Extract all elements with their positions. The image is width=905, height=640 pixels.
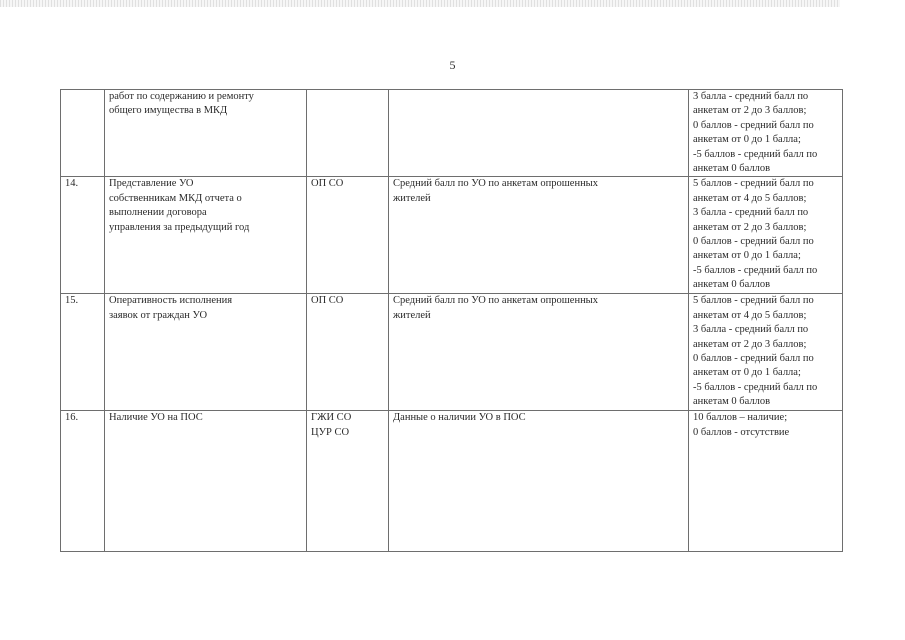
scoring-line: 5 баллов - средний балл по bbox=[693, 295, 814, 307]
scoring-line: анкетам 0 баллов bbox=[693, 396, 771, 408]
scoring-line: 10 баллов – наличие; bbox=[693, 412, 788, 424]
scoring-line: анкетам от 2 до 3 баллов; bbox=[693, 105, 807, 117]
scoring-line: 0 баллов - средний балл по bbox=[693, 353, 814, 365]
table-row bbox=[61, 411, 843, 552]
row-number: 16. bbox=[61, 411, 105, 552]
criterion-name-line: управления за предыдущий год bbox=[109, 221, 250, 233]
table-row bbox=[61, 90, 843, 177]
criterion-description bbox=[389, 90, 689, 177]
description-line: Данные о наличии УО в ПОС bbox=[393, 412, 526, 424]
scoring-line: 0 баллов - средний балл по bbox=[693, 119, 814, 131]
row-number: 15. bbox=[61, 294, 105, 411]
table-row bbox=[61, 177, 843, 294]
data-source bbox=[307, 411, 389, 552]
criterion-name-line: Оперативность исполнения bbox=[109, 295, 233, 307]
criterion-name-line: заявок от граждан УО bbox=[109, 309, 208, 321]
data-source-line: ОП СО bbox=[311, 295, 344, 307]
table-row bbox=[61, 294, 843, 411]
criterion-name-line: собственникам МКД отчета о bbox=[109, 192, 242, 204]
scoring-line: анкетам от 0 до 1 балла; bbox=[693, 250, 801, 262]
data-source bbox=[307, 177, 389, 294]
scoring-line: анкетам от 4 до 5 баллов; bbox=[693, 192, 807, 204]
row-number bbox=[61, 90, 105, 177]
scoring-rules bbox=[689, 177, 843, 294]
criterion-name-line: работ по содержанию и ремонту bbox=[109, 91, 254, 102]
criterion-name bbox=[105, 177, 307, 294]
scoring-line: 5 баллов - средний балл по bbox=[693, 178, 814, 190]
scoring-line: анкетам от 4 до 5 баллов; bbox=[693, 309, 807, 321]
scoring-line: 3 балла - средний балл по bbox=[693, 91, 809, 102]
criterion-name bbox=[105, 294, 307, 411]
data-source-line: ОП СО bbox=[311, 178, 344, 190]
scan-top-edge bbox=[0, 0, 840, 7]
scoring-line: анкетам от 2 до 3 баллов; bbox=[693, 338, 807, 350]
description-line: Средний балл по УО по анкетам опрошенных bbox=[393, 178, 598, 190]
scoring-line: анкетам от 0 до 1 балла; bbox=[693, 134, 801, 146]
scoring-line: -5 баллов - средний балл по bbox=[693, 381, 818, 393]
scoring-line: -5 баллов - средний балл по bbox=[693, 264, 818, 276]
scoring-rules bbox=[689, 411, 843, 552]
criterion-name-line: Наличие УО на ПОС bbox=[109, 412, 203, 424]
data-source bbox=[307, 90, 389, 177]
page-number: 5 bbox=[449, 58, 456, 72]
description-line: жителей bbox=[393, 309, 431, 321]
criterion-name-line: Представление УО bbox=[109, 178, 194, 190]
scoring-line: -5 баллов - средний балл по bbox=[693, 148, 818, 160]
criterion-name bbox=[105, 90, 307, 177]
criterion-name-line: выполнении договора bbox=[109, 207, 207, 219]
scoring-rules bbox=[689, 90, 843, 177]
scoring-line: 3 балла - средний балл по bbox=[693, 324, 809, 336]
criterion-description bbox=[389, 177, 689, 294]
data-source-line: ЦУР СО bbox=[311, 426, 350, 438]
scoring-line: анкетам 0 баллов bbox=[693, 163, 771, 175]
criterion-description bbox=[389, 411, 689, 552]
description-line: жителей bbox=[393, 192, 431, 204]
criteria-table bbox=[60, 89, 843, 552]
scoring-line: 3 балла - средний балл по bbox=[693, 207, 809, 219]
scoring-line: анкетам от 0 до 1 балла; bbox=[693, 367, 801, 379]
criterion-name-line: общего имущества в МКД bbox=[109, 105, 228, 117]
scoring-line: анкетам 0 баллов bbox=[693, 279, 771, 291]
scoring-line: 0 баллов - средний балл по bbox=[693, 236, 814, 248]
criterion-description bbox=[389, 294, 689, 411]
scoring-line: 0 баллов - отсутствие bbox=[693, 426, 790, 438]
description-line: Средний балл по УО по анкетам опрошенных bbox=[393, 295, 598, 307]
criterion-name bbox=[105, 411, 307, 552]
scoring-rules bbox=[689, 294, 843, 411]
data-source bbox=[307, 294, 389, 411]
scoring-line: анкетам от 2 до 3 баллов; bbox=[693, 221, 807, 233]
data-source-line: ГЖИ СО bbox=[311, 412, 352, 424]
row-number: 14. bbox=[61, 177, 105, 294]
